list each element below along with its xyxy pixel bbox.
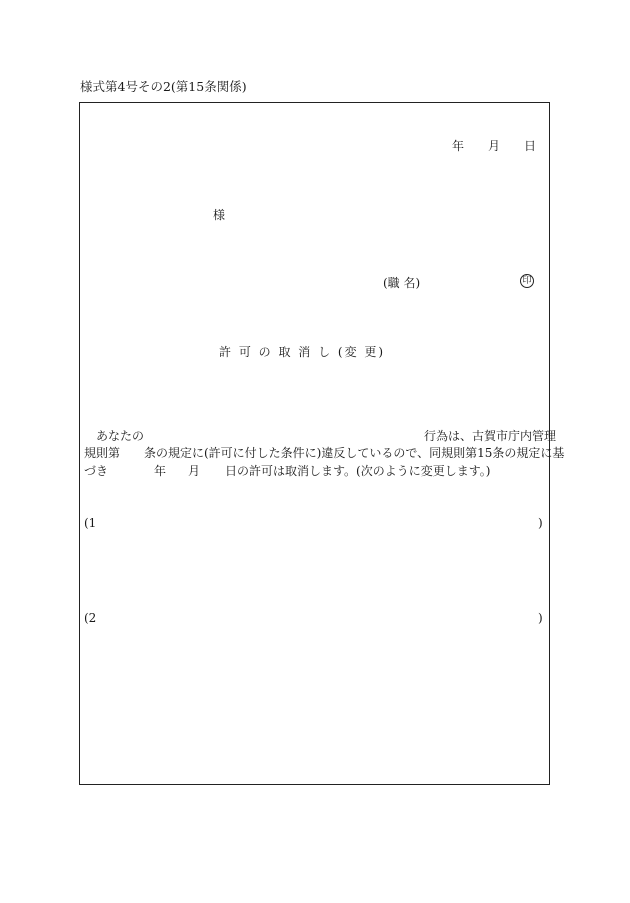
item-2-open: (2 bbox=[84, 611, 97, 625]
addressee-suffix: 様 bbox=[213, 208, 226, 222]
document-title: 許 可 の 取 消 し (変 更) bbox=[219, 345, 386, 359]
form-frame bbox=[79, 102, 550, 785]
body-line1-start: あなたの bbox=[96, 429, 145, 443]
body-line3-month: 月 bbox=[188, 464, 201, 478]
date-month-label: 月 bbox=[488, 139, 501, 153]
body-line1-end: 行為は、古賀市庁内管理 bbox=[424, 429, 557, 443]
body-line3-start: づき bbox=[84, 464, 109, 478]
body-line3-year: 年 bbox=[154, 464, 167, 478]
body-line2: 規則第 条の規定に(許可に付した条件に)違反しているので、同規則第15条の規定に基 bbox=[84, 446, 565, 460]
body-line3-end: 日の許可は取消します。(次のように変更します。) bbox=[225, 464, 491, 478]
item-2-close: ) bbox=[538, 611, 543, 625]
date-year-label: 年 bbox=[452, 139, 465, 153]
date-day-label: 日 bbox=[524, 139, 537, 153]
official-title: (職 名) bbox=[383, 276, 421, 290]
form-caption: 様式第4号その2(第15条関係) bbox=[80, 79, 247, 94]
seal-icon: 印 bbox=[520, 274, 534, 288]
item-1-close: ) bbox=[538, 516, 543, 530]
item-1-open: (1 bbox=[84, 516, 97, 530]
